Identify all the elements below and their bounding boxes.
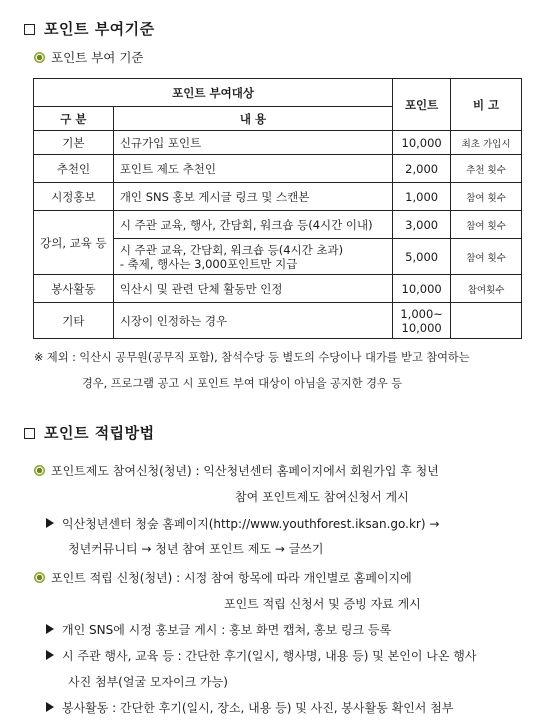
content-line: - 축제, 행사는 3,000포인트만 지급 [119, 256, 298, 271]
method-item-cont: 포인트 적립 신청서 및 증빙 자료 게시 [224, 597, 421, 611]
cell-category: 추천인 [34, 155, 114, 183]
cell-note [451, 303, 522, 339]
content-line: 시 주관 교육, 간담회, 워크숍 등(4시간 초과) [119, 242, 344, 257]
header-note: 비 고 [451, 79, 522, 131]
cell-points: 10,000 [393, 131, 451, 155]
triangle-bullet-icon [46, 702, 54, 712]
cell-category: 봉사활동 [34, 275, 114, 303]
circle-bullet-icon [34, 52, 45, 63]
circle-bullet-icon [34, 465, 45, 476]
method-text: 포인트제도 참여신청(청년) : 익산청년센터 홈페이지에서 회원가입 후 청년 [51, 464, 439, 478]
header-content: 내 용 [113, 107, 392, 131]
cell-content: 시장이 인정하는 경우 [113, 303, 392, 339]
method-subitem-cont: 청년커뮤니티 → 청년 참여 포인트 제도 → 글쓰기 [68, 542, 324, 556]
table-row [34, 303, 522, 339]
square-icon [24, 24, 35, 35]
square-icon [24, 428, 35, 439]
cell-category: 시정홍보 [34, 183, 114, 211]
cell-note: 추천 횟수 [451, 155, 522, 183]
cell-note: 참여 횟수 [451, 183, 522, 211]
cell-points: 3,000 [393, 211, 451, 239]
section-title-text: 포인트 부여기준 [44, 20, 155, 38]
header-points: 포인트 [393, 79, 451, 131]
cell-points: 5,000 [393, 239, 451, 275]
points-line: 10,000 [401, 320, 442, 335]
cell-points: 10,000 [393, 275, 451, 303]
cell-content: 익산시 및 관련 단체 활동만 인정 [113, 275, 392, 303]
header-group: 포인트 부여대상 [34, 79, 393, 107]
subtitle-criteria [34, 48, 143, 66]
table-row [34, 183, 522, 211]
cell-content: 시 주관 교육, 행사, 간담회, 워크숍 등(4시간 이내) [113, 211, 392, 239]
method-subitem [46, 621, 391, 638]
cell-content: 개인 SNS 홍보 게시글 링크 및 스캔본 [113, 183, 392, 211]
method-subitem [46, 515, 439, 532]
cell-content: 포인트 제도 추천인 [113, 155, 392, 183]
cell-content [113, 239, 392, 275]
method-text: 익산청년센터 청숲 홈페이지(http://www.youthforest.iksan.go.kr) → [62, 517, 440, 531]
table-row [34, 131, 522, 155]
method-text: 시 주관 행사, 교육 등 : 간단한 후기(일시, 행사명, 내용 등) 및 본인이 나온 행사 [62, 649, 477, 663]
triangle-bullet-icon [46, 624, 54, 634]
category-text: 강의, 교육 등 [40, 235, 107, 250]
section-title-criteria [24, 18, 155, 39]
method-subitem [46, 647, 476, 664]
section-title-method [24, 422, 155, 443]
method-text: 봉사활동 : 간단한 후기(일시, 장소, 내용 등) 및 사진, 봉사활동 확인서 첨부 [62, 701, 454, 715]
subtitle-text: 포인트 부여 기준 [51, 50, 144, 65]
method-subitem-cont: 사진 첨부(얼굴 모자이크 가능) [68, 675, 228, 689]
method-item [34, 462, 439, 479]
cell-note: 참여횟수 [451, 275, 522, 303]
cell-category: 기타 [34, 303, 114, 339]
footnote-line: 경우, 프로그램 공고 시 포인트 부여 대상이 아님을 공지한 경우 등 [82, 377, 403, 390]
triangle-bullet-icon [46, 650, 54, 660]
method-item-cont: 참여 포인트제도 참여신청서 게시 [235, 490, 409, 504]
points-line: 1,000~ [400, 306, 443, 321]
method-subitem [46, 699, 453, 716]
circle-bullet-icon [34, 572, 45, 583]
method-text: 개인 SNS에 시정 홍보글 게시 : 홍보 화면 캡쳐, 홍보 링크 등록 [62, 623, 392, 637]
cell-points [393, 303, 451, 339]
cell-note: 참여 횟수 [451, 211, 522, 239]
triangle-bullet-icon [46, 518, 54, 528]
cell-note: 참여 횟수 [451, 239, 522, 275]
cell-content: 신규가입 포인트 [113, 131, 392, 155]
method-text: 포인트 적립 신청(청년) : 시정 참여 항목에 따라 개인별로 홈페이지에 [51, 571, 412, 585]
table-row [34, 275, 522, 303]
cell-note: 최초 가입시 [451, 131, 522, 155]
header-category: 구 분 [34, 107, 114, 131]
cell-points: 1,000 [393, 183, 451, 211]
cell-category: 기본 [34, 131, 114, 155]
table-row [34, 155, 522, 183]
table-row [34, 211, 522, 239]
section-title-text: 포인트 적립방법 [44, 424, 155, 442]
method-item [34, 569, 412, 586]
cell-category [34, 211, 114, 275]
cell-points: 2,000 [393, 155, 451, 183]
footnote-line: ※ 제외 : 익산시 공무원(공무직 포함), 참석수당 등 별도의 수당이나 대가를 받고 참여하는 [34, 351, 470, 364]
points-table [33, 78, 522, 339]
